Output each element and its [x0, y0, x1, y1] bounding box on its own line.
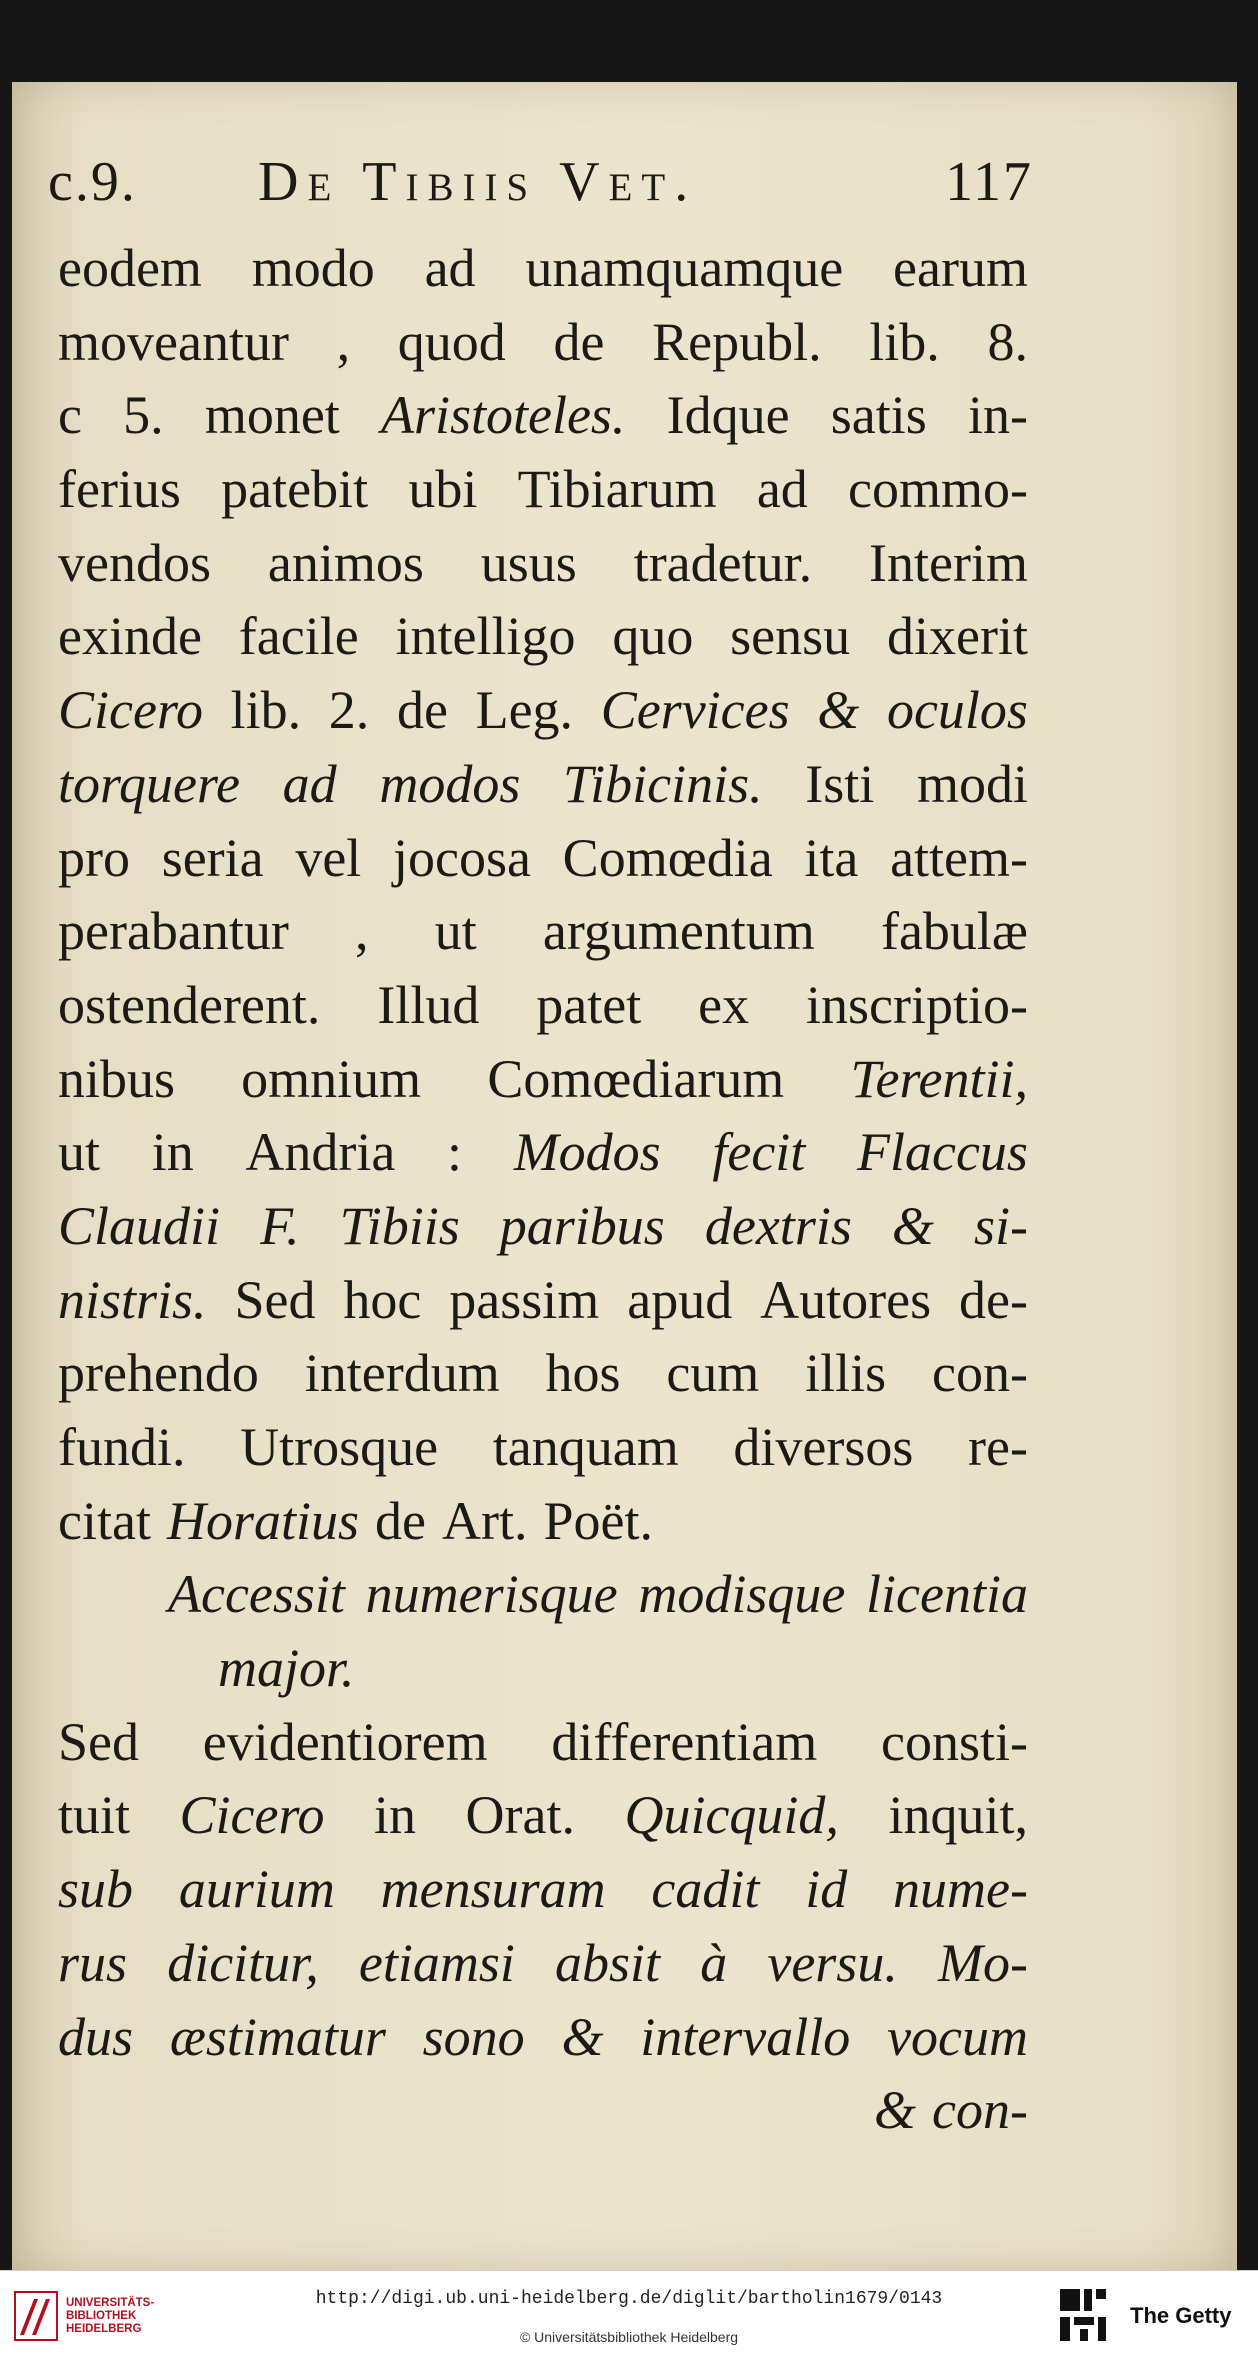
- permalink-url[interactable]: http://digi.ub.uni-heidelberg.de/diglit/bartholin1679/0143: [315, 2289, 943, 2309]
- word: con-: [931, 1343, 1028, 1404]
- library-name-line: BIBLIOTHEK: [66, 2310, 137, 2322]
- italic-word: aurium: [178, 1859, 335, 1920]
- word: de: [375, 1490, 426, 1551]
- word: cum: [666, 1343, 760, 1404]
- text-line: [58, 600, 1028, 674]
- italic-word: rus: [58, 1932, 128, 1993]
- italic-word: Horatius: [166, 1490, 359, 1551]
- word: lib.: [230, 680, 302, 741]
- italic-word: Cicero: [58, 680, 203, 741]
- word: moveantur: [58, 311, 289, 372]
- italic-word: paribus: [499, 1195, 665, 1256]
- italic-word: Accessit: [168, 1564, 345, 1625]
- italic-word: intervallo: [640, 2006, 851, 2067]
- word: Utrosque: [240, 1417, 439, 1477]
- word: Autores: [760, 1269, 932, 1330]
- text-line: [58, 1853, 1028, 1927]
- italic-word: &: [817, 680, 860, 741]
- word: prehendo: [58, 1343, 259, 1404]
- italic-word: cadit: [651, 1859, 760, 1920]
- italic-word: Tibiis: [339, 1195, 460, 1256]
- italic-word: mensuram: [380, 1859, 606, 1920]
- word: attem-: [890, 827, 1028, 888]
- text-line: [58, 1337, 1028, 1411]
- italic-word: nistris.: [58, 1269, 207, 1330]
- word: Comœdia: [562, 827, 773, 888]
- italic-word: Modos: [513, 1122, 661, 1183]
- word: diversos: [733, 1417, 914, 1477]
- word: differentiam: [551, 1711, 818, 1772]
- word: modo: [251, 238, 375, 298]
- italic-word: si-: [973, 1195, 1028, 1256]
- getty-logo-icon: [1058, 2287, 1108, 2345]
- word: nibus: [58, 1048, 176, 1109]
- italic-word: &: [891, 1195, 934, 1256]
- italic-word: F.: [260, 1195, 300, 1256]
- italic-word: nume-: [893, 1859, 1028, 1920]
- word: ferius: [58, 459, 181, 520]
- word: earum: [893, 238, 1028, 298]
- text-line: [58, 1779, 1028, 1853]
- word: c: [58, 385, 82, 446]
- word: ita: [804, 827, 859, 888]
- copyright-notice: © Universitätsbibliothek Heidelberg: [519, 2329, 739, 2345]
- word: ,: [336, 311, 351, 372]
- italic-word: æstimatur: [169, 2006, 386, 2067]
- italic-word: torquere: [58, 753, 240, 814]
- word: consti-: [881, 1711, 1028, 1772]
- word: omnium: [241, 1048, 422, 1109]
- word: patebit: [221, 459, 369, 520]
- italic-word: Mo-: [937, 1932, 1028, 1993]
- text-line: [58, 1485, 1028, 1559]
- text-line: [58, 1706, 1028, 1780]
- italic-word: Claudii: [58, 1195, 221, 1256]
- italic-word: ad: [282, 753, 337, 814]
- word: re-: [968, 1417, 1028, 1477]
- word: Isti: [805, 753, 875, 814]
- word: in-: [967, 385, 1028, 446]
- word: Tibiarum: [517, 459, 717, 520]
- text-line: [58, 232, 1028, 306]
- page-number: 117: [945, 151, 1033, 213]
- word: satis: [830, 385, 927, 446]
- word: lib.: [869, 311, 940, 372]
- running-title: De Tibiis Vet.: [258, 151, 698, 213]
- word: evidentiorem: [202, 1711, 488, 1772]
- word: fabulæ: [880, 901, 1028, 962]
- italic-word: à: [700, 1932, 728, 1993]
- text-line: [58, 379, 1028, 453]
- word: pro: [58, 827, 130, 888]
- text-line: [58, 1190, 1028, 1264]
- word: unamquamque: [525, 238, 844, 298]
- word: de: [396, 680, 448, 741]
- word: intelligo: [395, 606, 576, 667]
- italic-word: Flaccus: [856, 1122, 1028, 1183]
- italic-word: licentia: [866, 1564, 1028, 1625]
- italic-word: Aristoteles.: [380, 385, 626, 446]
- word: Interim: [869, 532, 1028, 593]
- word: quod: [397, 311, 506, 372]
- word: ut: [58, 1122, 101, 1183]
- word: apud: [627, 1269, 733, 1330]
- word: Sed: [58, 1711, 139, 1772]
- italic-word: oculos: [886, 680, 1028, 741]
- text-line: [58, 1043, 1028, 1117]
- word: usus: [480, 532, 577, 593]
- italic-word: dicitur,: [167, 1932, 319, 1993]
- body-text: [58, 232, 1028, 2148]
- word: animos: [267, 532, 424, 593]
- italic-word: dus: [58, 2006, 134, 2067]
- word: de: [553, 311, 605, 372]
- italic-word: sono: [422, 2006, 525, 2067]
- text-line: [58, 2074, 1028, 2148]
- text-line: [58, 453, 1028, 527]
- italic-word: sub: [58, 1859, 134, 1920]
- italic-word: Quicquid,: [624, 1785, 839, 1846]
- word: Leg.: [475, 680, 574, 741]
- word: modi: [916, 753, 1028, 814]
- word: de-: [959, 1269, 1028, 1330]
- word: hoc: [343, 1269, 422, 1330]
- word: jocosa: [393, 827, 531, 888]
- word: citat: [58, 1490, 151, 1551]
- word: exinde: [58, 606, 202, 667]
- italic-word: id: [805, 1859, 848, 1920]
- italic-word: versu.: [767, 1932, 898, 1993]
- italic-word: numerisque: [365, 1564, 618, 1625]
- word: hos: [545, 1343, 621, 1404]
- italic-word: Cervices: [600, 680, 790, 741]
- word: vendos: [58, 532, 211, 593]
- word: Andria: [245, 1122, 396, 1183]
- word: in: [373, 1785, 416, 1846]
- word: eodem: [58, 238, 202, 298]
- text-line: [58, 1927, 1028, 2001]
- italic-word: major.: [218, 1638, 355, 1699]
- signature-mark: c.9.: [48, 151, 137, 213]
- footer-bar: [0, 2270, 1258, 2363]
- italic-word: &: [561, 2006, 604, 2067]
- text-line: [58, 2001, 1028, 2075]
- italic-word: Terentii,: [850, 1048, 1028, 1109]
- word: seria: [161, 827, 264, 888]
- word: ubi: [408, 459, 478, 520]
- word: sensu: [730, 606, 851, 667]
- word: Republ.: [652, 311, 822, 372]
- word: ,: [355, 901, 369, 962]
- word: Poët.: [543, 1490, 653, 1551]
- word: argumentum: [542, 901, 815, 962]
- page-header: [48, 150, 1033, 230]
- word: Comœdiarum: [487, 1048, 785, 1109]
- word: Art.: [441, 1490, 528, 1551]
- word: passim: [449, 1269, 600, 1330]
- text-line: [58, 1632, 1028, 1706]
- word: 8.: [987, 311, 1028, 372]
- text-line: [58, 1558, 1028, 1632]
- italic-word: modisque: [638, 1564, 846, 1625]
- word: ex: [698, 974, 750, 1035]
- word: dixerit: [886, 606, 1028, 667]
- text-line: [58, 822, 1028, 896]
- text-line: [58, 306, 1028, 380]
- word: ad: [424, 238, 476, 298]
- word: Idque: [666, 385, 790, 446]
- word: quo: [612, 606, 694, 667]
- italic-word: etiamsi: [358, 1932, 515, 1993]
- italic-word: fecit: [712, 1122, 806, 1183]
- text-line: [58, 1116, 1028, 1190]
- word: monet: [204, 385, 340, 446]
- getty-label[interactable]: The Getty: [1130, 2303, 1232, 2328]
- italic-word: Cicero: [179, 1785, 325, 1846]
- word: ostenderent.: [58, 974, 321, 1035]
- word: in: [151, 1122, 194, 1183]
- text-line: [58, 527, 1028, 601]
- word: inquit,: [888, 1785, 1028, 1846]
- word: 2.: [328, 680, 370, 741]
- italic-word: dextris: [704, 1195, 852, 1256]
- word: fundi.: [58, 1417, 186, 1477]
- italic-word: absit: [555, 1932, 661, 1993]
- italic-word: con-: [932, 2080, 1028, 2141]
- italic-word: vocum: [887, 2006, 1028, 2067]
- text-line: [58, 674, 1028, 748]
- word: Orat.: [465, 1785, 575, 1846]
- word: vel: [295, 827, 362, 888]
- italic-word: modos: [379, 753, 521, 814]
- text-line: [58, 1411, 1028, 1485]
- library-name-line: HEIDELBERG: [66, 2323, 142, 2335]
- text-line: [58, 969, 1028, 1043]
- word: tradetur.: [633, 532, 813, 593]
- text-line: [58, 1264, 1028, 1338]
- word: patet: [536, 974, 642, 1035]
- word: Illud: [377, 974, 480, 1035]
- word: tanquam: [492, 1417, 679, 1477]
- italic-word: &: [874, 2080, 917, 2141]
- word: commo-: [848, 459, 1028, 520]
- word: perabantur: [58, 901, 289, 962]
- text-line: [58, 748, 1028, 822]
- italic-word: Tibicinis.: [563, 753, 763, 814]
- word: ut: [434, 901, 477, 962]
- word: tuit: [58, 1785, 131, 1846]
- word: 5.: [123, 385, 164, 446]
- text-line: [58, 895, 1028, 969]
- word: inscriptio-: [806, 974, 1028, 1035]
- word: illis: [805, 1343, 887, 1404]
- word: interdum: [304, 1343, 500, 1404]
- word: Sed: [234, 1269, 316, 1330]
- word: facile: [238, 606, 359, 667]
- library-name-line: UNIVERSITÄTS-: [66, 2297, 155, 2309]
- word: ad: [756, 459, 808, 520]
- word: :: [447, 1122, 463, 1183]
